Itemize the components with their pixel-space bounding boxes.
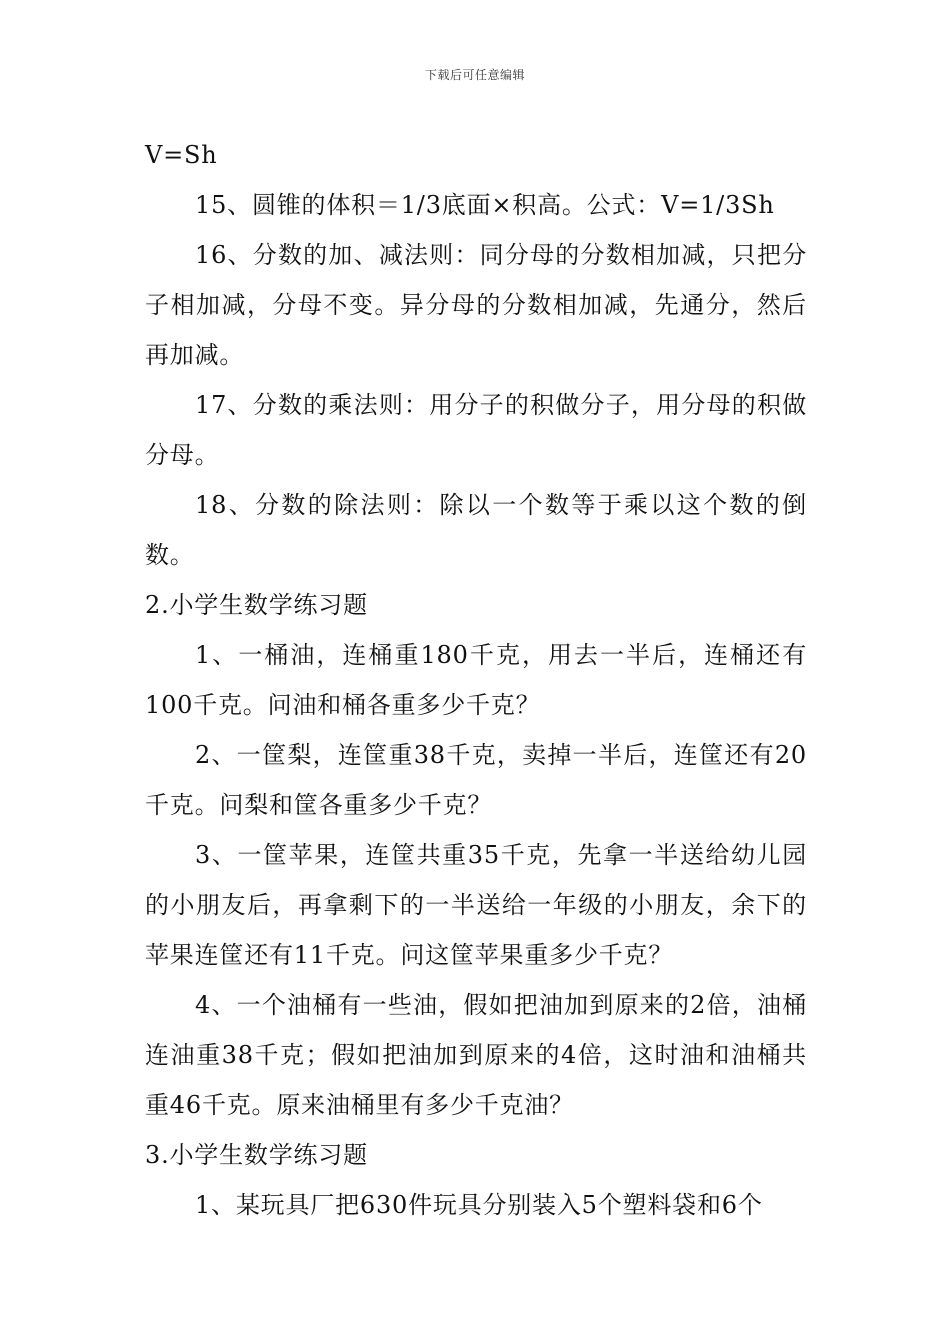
rule-15: 15、圆锥的体积＝1/3底面×积高。公式：V=1/3Sh bbox=[195, 191, 775, 219]
exercise-2-4: 4、一个油桶有一些油，假如把油加到原来的2倍，油桶连油重38千克；假如把油加到原来的4倍，这时油和油桶共重46千克。原来油桶里有多少千克油？ bbox=[145, 991, 807, 1119]
exercise-2-3: 3、一筐苹果，连筐共重35千克，先拿一半送给幼儿园的小朋友后，再拿剩下的一半送给一年级的小朋友，余下的苹果连筐还有11千克。问这筐苹果重多少千克？ bbox=[145, 841, 807, 969]
exercise-2-2: 2、一筐梨，连筐重38千克，卖掉一半后，连筐还有20千克。问梨和筐各重多少千克？ bbox=[145, 741, 807, 819]
rule-18: 18、分数的除法则：除以一个数等于乘以这个数的倒数。 bbox=[145, 491, 807, 569]
section-heading-3: 3.小学生数学练习题 bbox=[145, 1141, 368, 1169]
page-header: 下载后可任意编辑 bbox=[424, 68, 525, 82]
exercise-2-1: 1、一桶油，连桶重180千克，用去一半后，连桶还有100千克。问油和桶各重多少千克？ bbox=[145, 641, 807, 719]
document-body bbox=[145, 130, 807, 1230]
rule-17: 17、分数的乘法则：用分子的积做分子，用分母的积做分母。 bbox=[145, 391, 807, 469]
section-heading-2: 2.小学生数学练习题 bbox=[145, 591, 368, 619]
rule-16: 16、分数的加、减法则：同分母的分数相加减，只把分子相加减，分母不变。异分母的分数相加减，先通分，然后再加减。 bbox=[145, 241, 807, 369]
formula-line: V=Sh bbox=[145, 141, 218, 169]
exercise-3-1: 1、某玩具厂把630件玩具分别装入5个塑料袋和6个 bbox=[195, 1191, 763, 1219]
